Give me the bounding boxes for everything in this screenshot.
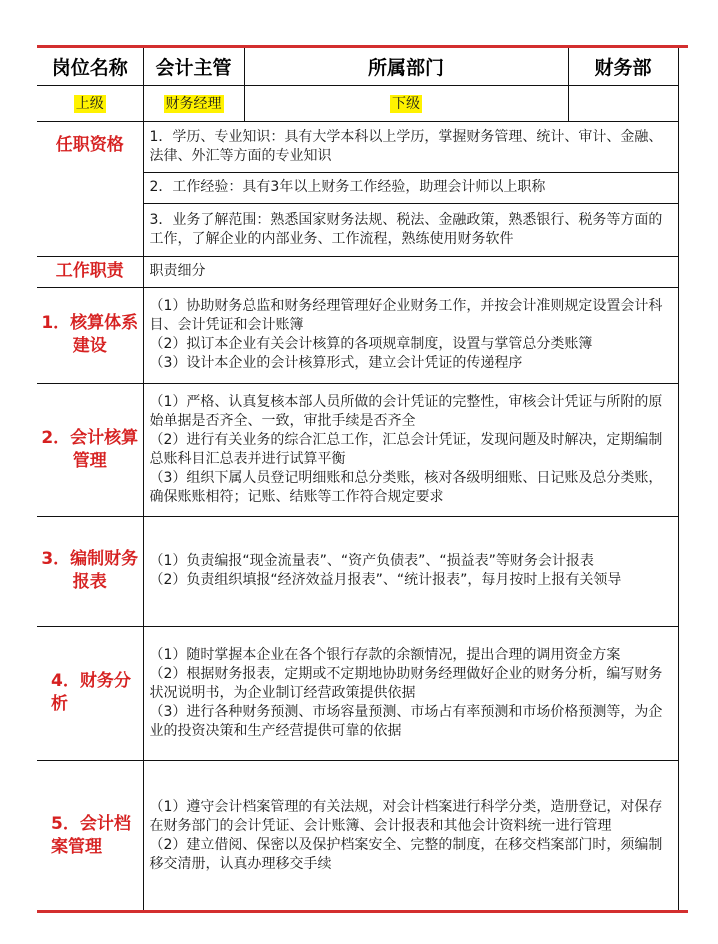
duty-section-row	[37, 287, 678, 383]
qualification-item: 1．学历、专业知识：具有大学本科以上学历，掌握财务管理、统计、审计、金融、法律、外汇等方面的专业知识	[143, 121, 678, 172]
duty-item: （3）进行各种财务预测、市场容量预测、市场占有率预测和市场价格预测等，为企业的投资决策和生产经营提供可靠的依据	[149, 703, 663, 739]
position-value: 会计主管	[143, 48, 244, 85]
superior-label: 上级	[75, 96, 104, 112]
duty-item: （1）协助财务总监和财务经理管理好企业财务工作，并按会计准则规定设置会计科目、会计凭证和会计账簿	[149, 298, 663, 333]
position-label: 岗位名称	[37, 48, 143, 85]
duty-item: （3）组织下属人员登记明细账和总分类账，核对各级明细账、日记账及总分类账，确保账账相符；记账、结账等工作符合规定要求	[149, 469, 663, 505]
duty-section-content	[143, 287, 678, 383]
superior-value-cell	[143, 85, 244, 121]
duty-item: （2）进行有关业务的综合汇总工作，汇总会计凭证，发现问题及时解决，定期编制总账科目汇总表并进行试算平衡	[149, 431, 663, 467]
duty-item: （2）拟订本企业有关会计核算的各项规章制度，设置与掌管总分类账簿	[149, 336, 593, 352]
duty-item: （1）严格、认真复核本部人员所做的会计凭证的完整性，审核会计凭证与所附的原始单据是否齐全、一致，审批手续是否齐全	[149, 393, 663, 429]
duty-section-content	[143, 760, 678, 912]
superior-value: 财务经理	[165, 96, 222, 112]
duty-item: （1）负责编报“现金流量表”、“资产负债表”、“损益表”等财务会计报表	[149, 553, 594, 569]
duty-item: （2）根据财务报表，定期或不定期地协助财务经理做好企业的财务分析，编写财务状况说明书，为企业制订经营政策提供依据	[149, 665, 663, 701]
duty-section-content	[143, 516, 678, 626]
duty-section-title: 5．会计档案管理	[37, 760, 143, 912]
duty-item: （2）建立借阅、保密以及保护档案安全、完整的制度，在移交档案部门时，须编制移交清册，认真办理移交手续	[149, 837, 663, 873]
qualification-item: 2．工作经验：具有3年以上财务工作经验，助理会计师以上职称	[143, 172, 678, 203]
duty-section-title: 2．会计核算管理	[37, 383, 143, 516]
duties-title: 工作职责	[37, 256, 143, 287]
duty-section-content	[143, 383, 678, 516]
duties-subtitle: 职责细分	[143, 256, 678, 287]
duty-section-row	[37, 760, 678, 912]
subordinate-value	[568, 85, 678, 121]
duties-header-row	[37, 256, 678, 287]
job-description-table	[37, 48, 679, 912]
subordinate-label-cell	[244, 85, 568, 121]
subordinate-label: 下级	[392, 96, 420, 112]
qualification-row-1	[37, 121, 678, 172]
duty-item: （3）设计本企业的会计核算形式，建立会计凭证的传递程序	[149, 355, 523, 371]
superior-label-cell	[37, 85, 143, 121]
duty-section-row	[37, 516, 678, 626]
qualification-item: 3．业务了解范围：熟悉国家财务法规、税法、金融政策，熟悉银行、税务等方面的工作，了解企业的内部业务、工作流程，熟练使用财务软件	[143, 203, 678, 256]
department-value: 财务部	[568, 48, 678, 85]
bottom-red-rule	[37, 910, 688, 913]
duty-section-title: 1．核算体系建设	[37, 287, 143, 383]
department-label: 所属部门	[244, 48, 568, 85]
duty-item: （2）负责组织填报“经济效益月报表”、“统计报表”，每月按时上报有关领导	[149, 572, 622, 588]
duty-section-row	[37, 626, 678, 760]
header-row	[37, 48, 678, 85]
duty-section-content	[143, 626, 678, 760]
hierarchy-row	[37, 85, 678, 121]
duty-section-title: 3．编制财务报表	[37, 516, 143, 626]
duty-item: （1）遵守会计档案管理的有关法规，对会计档案进行科学分类，造册登记，对保存在财务部门的会计凭证、会计账簿、会计报表和其他会计资料统一进行管理	[149, 799, 663, 835]
duty-section-title: 4．财务分析	[37, 626, 143, 760]
duty-item: （1）随时掌握本企业在各个银行存款的余额情况，提出合理的调用资金方案	[149, 646, 621, 663]
qualifications-title: 任职资格	[37, 121, 143, 256]
duty-section-row	[37, 383, 678, 516]
